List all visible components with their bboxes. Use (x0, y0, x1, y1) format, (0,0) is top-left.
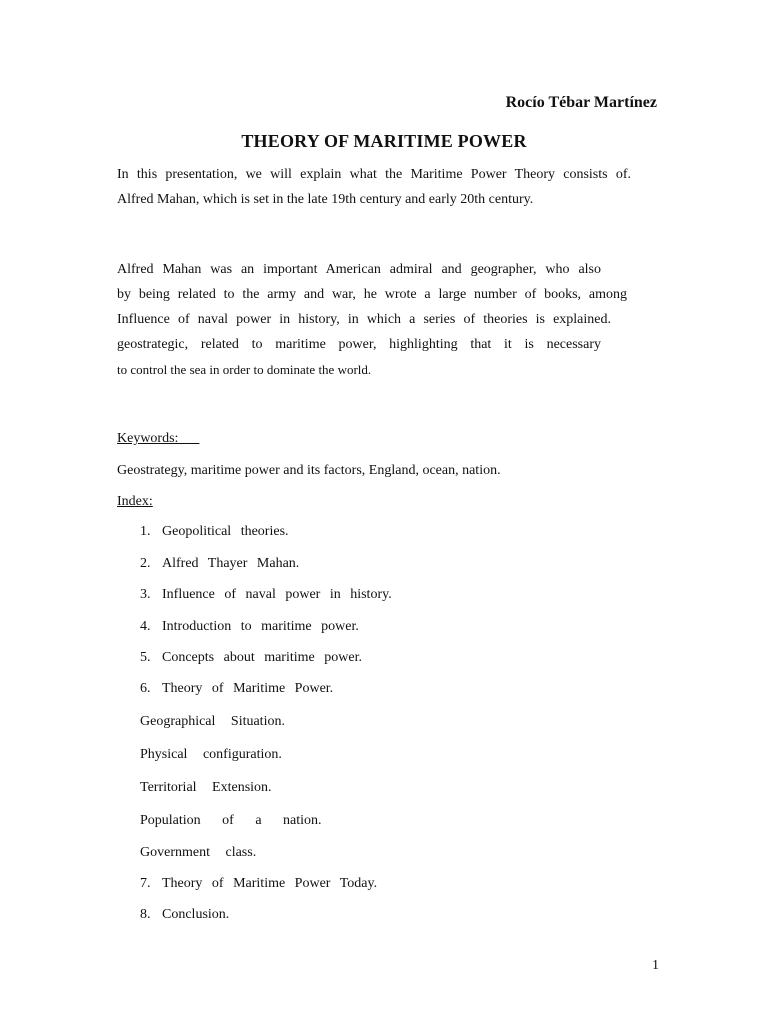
index-number: 6. (140, 681, 151, 696)
index-number: 2. (140, 556, 151, 571)
body-line-3: Influence of naval power in history, in which a series of theories is explained. (117, 312, 611, 327)
index-text: Influence of naval power in history. (162, 587, 392, 602)
index-item (140, 876, 377, 892)
index-text: Theory of Maritime Power. (162, 681, 334, 696)
index-item (140, 681, 333, 697)
sub-item: Physical configuration. (140, 747, 282, 762)
author-name: Rocío Tébar Martínez (505, 94, 657, 111)
index-item (140, 556, 299, 572)
intro-line-2: Alfred Mahan, which is set in the late 19th century and early 20th century. (117, 192, 534, 207)
index-number: 3. (140, 587, 151, 602)
sub-item: Government class. (140, 845, 257, 860)
index-number: 8. (140, 907, 151, 922)
body-line-2: by being related to the army and war, he wrote a large number of books, among (117, 287, 627, 302)
index-text: Concepts about maritime power. (162, 650, 362, 665)
index-number: 7. (140, 876, 151, 891)
index-text: Introduction to maritime power. (162, 619, 359, 634)
keywords-text: Geostrategy, maritime power and its factors, England, ocean, nation. (117, 463, 501, 478)
body-line-1: Alfred Mahan was an important American admiral and geographer, who also (117, 262, 601, 277)
index-number: 5. (140, 650, 151, 665)
index-item (140, 524, 289, 540)
sub-item: Territorial Extension. (140, 780, 272, 795)
index-item (140, 650, 362, 666)
index-number: 4. (140, 619, 151, 634)
index-text: Conclusion. (162, 907, 230, 922)
body-line-5: to control the sea in order to dominate the world. (117, 362, 372, 377)
keywords-label: Keywords: (117, 431, 179, 446)
document-title: THEORY OF MARITIME POWER (241, 131, 527, 151)
index-text: Theory of Maritime Power Today. (162, 876, 378, 891)
index-item (140, 587, 392, 603)
index-item (140, 907, 229, 923)
body-line-4: geostrategic, related to maritime power, highlighting that it is necessary (117, 337, 601, 352)
intro-line-1: In this presentation, we will explain what the Maritime Power Theory consists of. (117, 167, 631, 182)
sub-item: Geographical Situation. (140, 714, 285, 729)
index-number: 1. (140, 524, 151, 539)
sub-item: Population of a nation. (140, 813, 322, 828)
index-text: Geopolitical theories. (162, 524, 289, 539)
index-item (140, 619, 359, 635)
index-text: Alfred Thayer Mahan. (162, 556, 300, 571)
page-number: 1 (652, 958, 659, 973)
index-label: Index: (117, 494, 153, 509)
